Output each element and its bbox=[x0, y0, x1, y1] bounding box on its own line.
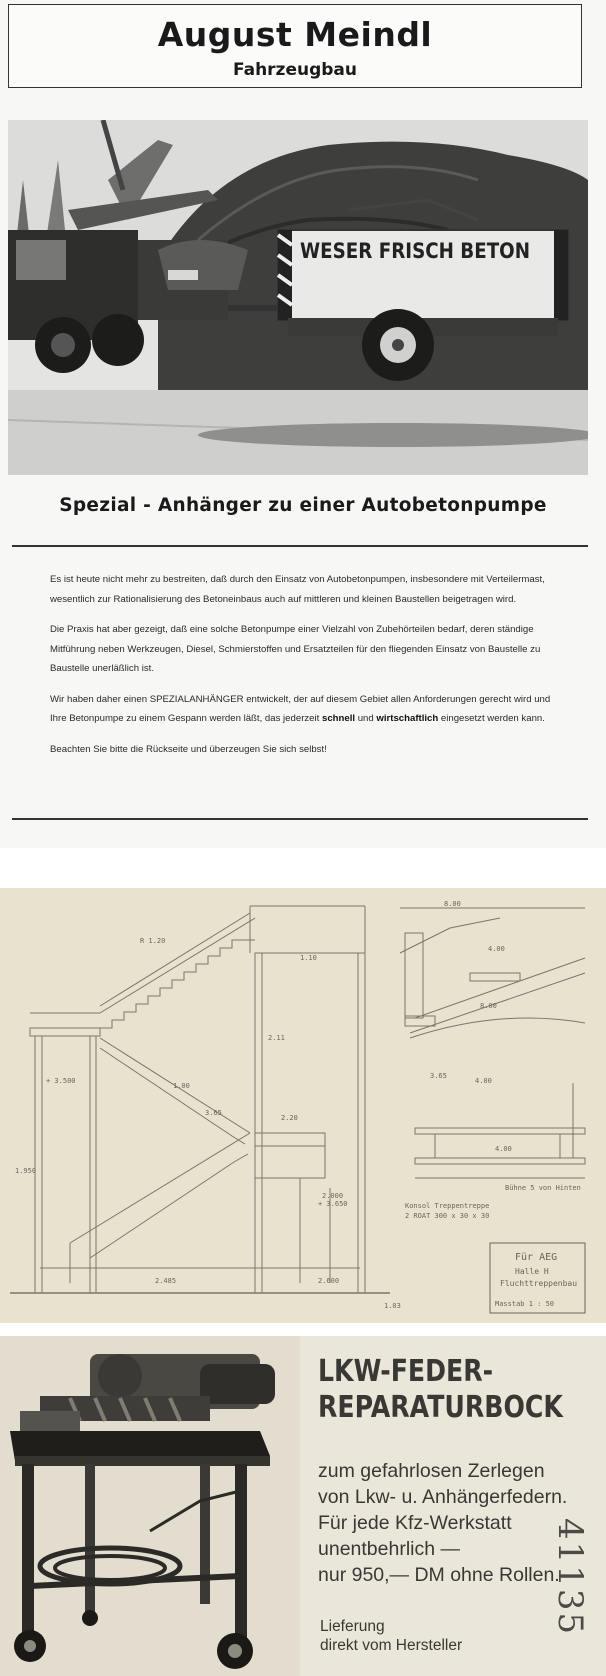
dim-label: 1.03 bbox=[384, 1302, 401, 1310]
ad-text-line: Für jede Kfz-Werkstatt bbox=[318, 1512, 512, 1534]
spring-repair-ad bbox=[0, 1336, 606, 1676]
brochure-body bbox=[50, 570, 565, 770]
dim-label: 8.00 bbox=[444, 900, 461, 908]
ad-text-line: von Lkw- u. Anhängerfedern. bbox=[318, 1486, 568, 1508]
company-header bbox=[8, 4, 582, 88]
paragraph-3: Wir haben daher einen SPEZIALANHÄNGER entwickelt, der auf diesem Gebiet allen Anforderungen gerecht wird und Ihre Betonpumpe zu einem Gespann werden läßt, das jederzeit schnell und wirtschaftlich eingesetzt werden kann. bbox=[50, 693, 551, 724]
staircase-blueprint bbox=[0, 888, 606, 1323]
dim-label: 4.00 bbox=[495, 1145, 512, 1153]
dim-label: 1.00 bbox=[173, 1082, 190, 1090]
ad-title-line: LKW-FEDER- bbox=[318, 1354, 494, 1389]
dim-label: + 3.650 bbox=[318, 1200, 348, 1208]
title-block-line: Für AEG bbox=[515, 1252, 558, 1263]
dim-label: 2.20 bbox=[281, 1114, 298, 1122]
brochure-headline: Spezial - Anhänger zu einer Autobetonpumpe bbox=[59, 495, 547, 516]
dim-label: 1.10 bbox=[300, 954, 317, 962]
dim-label: R 1.20 bbox=[140, 937, 166, 945]
dim-label: 2.000 bbox=[322, 1192, 344, 1200]
ad-text-line: zum gefahrlosen Zerlegen bbox=[318, 1460, 545, 1482]
dim-label: 8.00 bbox=[480, 1002, 497, 1010]
repair-stand-photo bbox=[0, 1336, 300, 1676]
title-block-line: Masstab 1 : 50 bbox=[495, 1300, 555, 1308]
dim-label: 2.485 bbox=[155, 1277, 177, 1285]
blueprint-caption: Bühne 5 von Hinten bbox=[505, 1184, 581, 1192]
blueprint-note: 2 ROAT 300 x 30 x 30 bbox=[405, 1212, 490, 1220]
title-block-line: Fluchttreppenbau bbox=[500, 1279, 578, 1288]
ad-delivery-line: direkt vom Hersteller bbox=[320, 1637, 463, 1654]
paragraph-1: Es ist heute nicht mehr zu bestreiten, daß durch den Einsatz von Autobetonpumpen, insbesondere mit Verteilermast, wesentlich zur Rationalisierung des Betoneinbaus auch auf mittleren und kleinen Baustellen beigetragen wird. bbox=[50, 574, 545, 605]
company-subtitle: Fahrzeugbau bbox=[232, 60, 357, 80]
divider-top bbox=[12, 545, 588, 547]
stamped-number: 41135 bbox=[550, 1518, 590, 1637]
dim-label: 4.00 bbox=[475, 1077, 492, 1085]
company-name: August Meindl bbox=[157, 15, 433, 54]
divider-bottom bbox=[12, 818, 588, 820]
dim-label: 2.600 bbox=[318, 1277, 340, 1285]
title-block-line: Halle H bbox=[515, 1267, 549, 1276]
ad-price-line: nur 950,— DM ohne Rollen. bbox=[318, 1564, 560, 1586]
dim-label: 1.950 bbox=[15, 1167, 37, 1175]
paragraph-4: Beachten Sie bitte die Rückseite und überzeugen Sie sich selbst! bbox=[50, 743, 327, 755]
dim-label: + 3.500 bbox=[46, 1077, 76, 1085]
truck-trailer-photo bbox=[8, 120, 588, 475]
dim-label: 2.11 bbox=[268, 1034, 285, 1042]
dim-label: 3.65 bbox=[430, 1072, 447, 1080]
blueprint-note: Konsol Treppentreppe bbox=[405, 1202, 490, 1210]
paragraph-2: Die Praxis hat aber gezeigt, daß eine solche Betonpumpe einer Vielzahl von Zubehörteilen bedarf, deren ständige Mitführung neben Werkzeugen, Diesel, Schmierstoffen und Ersatzteilen für den fliegenden Einsatz von Baustelle zu Baustelle unerläßlich ist. bbox=[50, 624, 541, 674]
ad-title-line: REPARATURBOCK bbox=[318, 1390, 563, 1425]
ad-title bbox=[318, 1354, 563, 1426]
dim-label: 3.65 bbox=[205, 1109, 222, 1117]
ad-text-line: unentbehrlich — bbox=[318, 1538, 461, 1560]
ad-delivery-line: Lieferung bbox=[320, 1618, 385, 1635]
dim-label: 4.00 bbox=[488, 945, 505, 953]
trailer-lettering: WESER FRISCH BETON bbox=[300, 239, 530, 263]
